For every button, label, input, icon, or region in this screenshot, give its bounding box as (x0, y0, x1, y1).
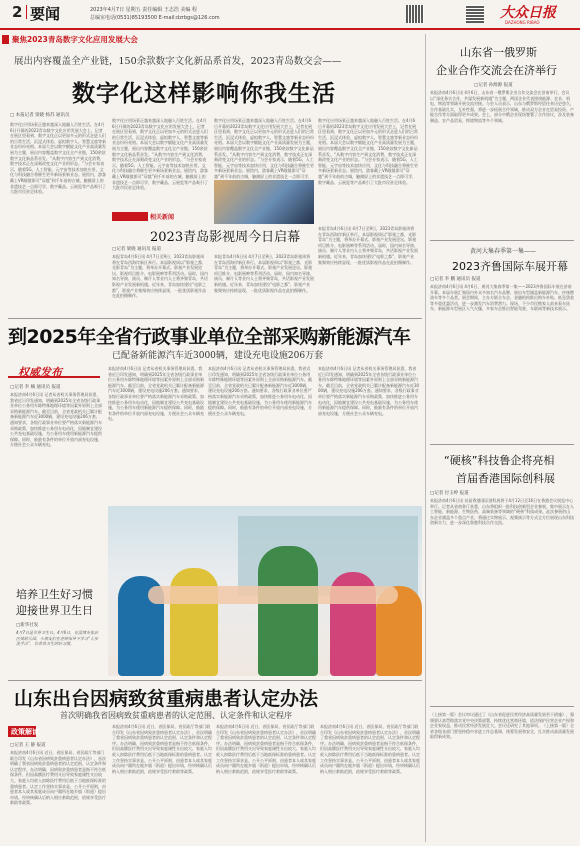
qr-code-right (466, 5, 484, 23)
main-story-byline: □记者 李 楠 通讯员 报道 (10, 385, 61, 390)
lead-body-col3: 数字化应用场景正越来越深入地融入百姓生活。在4月6日开幕的2023青岛数字文化应用发展大会上，记者在展区里看到，数字文化正以更加多元的形式走进人们的日常生活，沉浸式体验、虚拟数字人、智慧文旅等新业态纷纷亮相。本届大会以数字赋能文化产业高质量发展为主题，展出内容覆盖数字文化全产业链，150余款数字文化新品系首发。“从数字内容生产到文化消费，数字技术正在深刻改变文化产业的形态。”与会专家表示，随着5G、人工智能、元宇宙等技术加快应用，文化与科技融合将催生更多新场景新业态。展馆内，游客戴上VR眼镜即可“穿越”到千年前的古城，触摸屏上的非遗技艺一点即可学， (214, 118, 314, 179)
lead-kicker: 展出内容覆盖全产业链，150余款数字文化新品系首发，2023青岛数交会—— (14, 56, 342, 67)
lead-title: 数字化这样影响你我生活 (72, 81, 336, 107)
policy-tag-label: 政策解读 (11, 728, 39, 736)
mid-story-title: 2023青岛影视周今日启幕 (150, 230, 301, 245)
bottom-story-subtitle: 首次明确我省因病致贫重病患者的认定范围、认定条件和认定程序 (60, 711, 292, 720)
main-story-body-col2: 本报济南4月6日讯 记者从省机关事务管理局获悉，我省近日印发通知，明确到2025年全省各级行政事业单位公务用车除特殊地理环境等因素外原则上全部采购新能源汽车。截至目前，全省党政机关已累计配备新能源汽车近3000辆，建设充电设施206万套。通知要求，各级行政事业单位要严格落实新能源汽车采购政策，加快推进公务用车电动化，因地制宜建设公共充电基础设施，为公务用车使用新能源汽车提供保障。同时，鼓励有条件的单位开放内部充电设施，方便社会公众车辆充电。 (108, 366, 204, 422)
section-divider-2 (8, 680, 422, 681)
right-top-body: 本报济南4月6日讯 4月6日，山东省一俄罗斯企业合作交流会在济南举行。会议以“深化务实合作，共谋发展新机遇”为主题，两国企业代表围绕能源、农业、机电、物流等领域开展交流对接。与会人员表示，山东与俄罗斯经贸往来历史悠久，合作基础扎实，互补性强，将进一步拓展合作领域，推动双方企业在贸易投资、产能合作等方面取得更多成果。会上，部分中俄企业现场签署了合作协议，涉及装备制造、农产品贸易、跨境物流等多个领域。 (430, 90, 574, 123)
topic-banner (2, 34, 422, 45)
right-low-byline: □记者 付玉婷 报道 (430, 491, 469, 496)
mid-story-byline: □记者 梁晓 通讯员 报道 (112, 247, 162, 252)
qr-code-left (406, 5, 424, 23)
photo-caption-title-2: 迎接世界卫生日 (16, 604, 93, 617)
photo-child-2 (170, 568, 218, 676)
lead-body-col2: 数字化应用场景正越来越深入地融入百姓生活。在4月6日开幕的2023青岛数字文化应用发展大会上，记者在展区里看到，数字文化正以更加多元的形式走进人们的日常生活，沉浸式体验、虚拟数字人、智慧文旅等新业态纷纷亮相。本届大会以数字赋能文化产业高质量发展为主题，展出内容覆盖数字文化全产业链，150余款数字文化新品系首发。“从数字内容生产到文化消费，数字技术正在深刻改变文化产业的形态。”与会专家表示，随着5G、人工智能、元宇宙等技术加快应用，文化与科技融合将催生更多新场景新业态。展馆内，游客戴上VR眼镜即可“穿越”到千年前的古城，触摸屏上的非遗技艺一点即可学，数字藏品、云展览等产品吸引了大批市民驻足体验。 (112, 118, 208, 191)
right-top-title-1: 山东省一俄罗斯 (460, 46, 537, 59)
right-top-byline: □记者 孙源源 报道 (474, 83, 513, 88)
photo-caption-title-1: 培养卫生好习惯 (16, 588, 93, 601)
main-story-body-col3: 本报济南4月6日讯 记者从省机关事务管理局获悉，我省近日印发通知，明确到2025年全省各级行政事业单位公务用车除特殊地理环境等因素外原则上全部采购新能源汽车。截至目前，全省党政机关已累计配备新能源汽车近3000辆，建设充电设施206万套。通知要求，各级行政事业单位要严格落实新能源汽车采购政策，加快推进公务用车电动化，因地制宜建设公共充电基础设施，为公务用车使用新能源汽车提供保障。同时，鼓励有条件的单位开放内部充电设施，方便社会公众车辆充电。 (208, 366, 312, 416)
photo-hands (148, 586, 398, 604)
related-tag (112, 212, 148, 221)
main-story-body-col4: 本报济南4月6日讯 记者从省机关事务管理局获悉，我省近日印发通知，明确到2025年全省各级行政事业单位公务用车除特殊地理环境等因素外原则上全部采购新能源汽车。截至目前，全省党政机关已累计配备新能源汽车近3000辆，建设充电设施206万套。通知要求，各级行政事业单位要严格落实新能源汽车采购政策，加快推进公务用车电动化，因地制宜建设公共充电基础设施，为公务用车使用新能源汽车提供保障。同时，鼓励有条件的单位开放内部充电设施，方便社会公众车辆充电。 (318, 366, 420, 416)
bottom-body-col1: 本报济南4月6日讯 近日，省医保局、省民政厅等部门联合印发《山东省因病致贫重病患者认定办法》，首次明确了我省因病致贫重病患者的认定范围、认定条件和认定程序。办法明确，因病致贫重病患者是指不符合低保条件，但因高额医疗费用支出导致家庭刚性支出较大、家庭人均收入扣除医疗费用后低于当地低保标准的重病患者。认定工作坚持实事求是、公开公平原则，由患者本人或其家庭成员向户籍所在地乡镇（街道）提出申请，经审核确认后纳入相应救助范围，依规享受医疗救助等政策。 (10, 750, 106, 806)
paper-logo: 大众日报 (500, 5, 556, 21)
bottom-body-col4: 本报济南4月6日讯 近日，省医保局、省民政厅等部门联合印发《山东省因病致贫重病患者认定办法》，首次明确了我省因病致贫重病患者的认定范围、认定条件和认定程序。办法明确，因病致贫重病患者是指不符合低保条件，但因高额医疗费用支出导致家庭刚性支出较大、家庭人均收入扣除医疗费用后低于当地低保标准的重病患者。认定工作坚持实事求是、公开公平原则，由患者本人或其家庭成员向户籍所在地乡镇（街道）提出申请，经审核确认后纳入相应救助范围，依规享受医疗救助等政策。 (320, 724, 420, 774)
masthead-divider (26, 5, 27, 19)
mid-story-body-col1: 本报青岛4月6日讯 4月7日至9日，2023青岛影视周将在青岛西海岸新区举行。本届影视周以“影视之都，光影青岛”为主题，将举办开幕式、影视产业发展论坛、影视项目推介、电影展映等系列活动。届时，国内知名导演、演员、制片人等业内人士将齐聚青岛，共话影视产业发展新机遇。近年来，青岛加快建设“电影之都”，影视产业集聚效应持续显现，一批优质影视作品在此拍摄制作。 (112, 254, 208, 299)
lead-body-col1: 数字化应用场景正越来越深入地融入百姓生活。在4月6日开幕的2023青岛数字文化应用发展大会上，记者在展区里看到，数字文化正以更加多元的形式走进人们的日常生活，沉浸式体验、虚拟数字人、智慧文旅等新业态纷纷亮相。本届大会以数字赋能文化产业高质量发展为主题，展出内容覆盖数字文化全产业链，150余款数字文化新品系首发。“从数字内容生产到文化消费，数字技术正在深刻改变文化产业的形态。”与会专家表示，随着5G、人工智能、元宇宙等技术加快应用，文化与科技融合将催生更多新场景新业态。展馆内，游客戴上VR眼镜即可“穿越”到千年前的古城，触摸屏上的非遗技艺一点即可学，数字藏品、云展览等产品吸引了大批市民驻足体验。 (10, 122, 106, 195)
masthead-rule (0, 28, 580, 30)
related-tag-label: 相关新闻 (150, 214, 175, 221)
section-title: 要闻 (30, 5, 61, 23)
policy-tag (8, 726, 68, 738)
lead-photo (214, 180, 314, 224)
bottom-story-byline: □记者 王 静 报道 (10, 743, 46, 748)
right-column-divider (425, 34, 426, 842)
mid-story-body-col3: 本报青岛4月6日讯 4月7日至9日，2023青岛影视周将在青岛西海岸新区举行。本届影视周以“影视之都，光影青岛”为主题，将举办开幕式、影视产业发展论坛、影视项目推介、电影展映等系列活动。届时，国内知名导演、演员、制片人等业内人士将齐聚青岛，共话影视产业发展新机遇。近年来，青岛加快建设“电影之都”，影视产业集聚效应持续显现，一批优质影视作品在此拍摄制作。 (318, 226, 418, 265)
right-mid-title: 2023齐鲁国际车展开幕 (452, 260, 568, 273)
lead-byline: □ 本报记者 梁晓 杨苏 通讯员 (10, 113, 70, 118)
right-low-title-1: “硬核”科技鲁企将亮相 (444, 454, 555, 467)
banner-label: 聚焦2023青岛数字文化应用发展大会 (12, 35, 138, 44)
right-divider-3 (430, 706, 574, 707)
news-photo (108, 506, 422, 676)
photo-caption-body: 4月7日是世界卫生日。4月6日，在淄博市张店区某幼儿园，小朋友们在老师指导下学习“七步洗手法”，培养讲卫生的好习惯。 (16, 630, 99, 647)
photo-teacher (258, 546, 318, 676)
right-low-title-2: 首届香港国际创科展 (456, 472, 555, 485)
photo-caption-byline: □新华社发 (16, 623, 39, 628)
bottom-body-col3: 本报济南4月6日讯 近日，省医保局、省民政厅等部门联合印发《山东省因病致贫重病患者认定办法》，首次明确了我省因病致贫重病患者的认定范围、认定条件和认定程序。办法明确，因病致贫重病患者是指不符合低保条件，但因高额医疗费用支出导致家庭刚性支出较大、家庭人均收入扣除医疗费用后低于当地低保标准的重病患者。认定工作坚持实事求是、公开公平原则，由患者本人或其家庭成员向户籍所在地乡镇（街道）提出申请，经审核确认后纳入相应救助范围，依规享受医疗救助等政策。 (216, 724, 316, 774)
section-divider-1 (8, 318, 422, 319)
date-line: 2023年4月7日 星期五 责任编辑 王志浩 美编 程 (90, 7, 198, 13)
right-low-body: 本报济南4月6日讯 首届香港国际创科展将于4月12日至16日在香港会议展览中心举行。记者从省商务厅获悉，山东将组织一批科技创新型企业参展，集中展示在人工智能、新能源、生物医药、高端装备等领域的“硬核”科技成果。此次参展的山东企业涵盖多个重点产业，将通过实物展示、视频演示等方式全方位展现山东科技创新实力，进一步深化鲁港科技合作交流。 (430, 498, 574, 526)
bottom-body-col2: 本报济南4月6日讯 近日，省医保局、省民政厅等部门联合印发《山东省因病致贫重病患者认定办法》，首次明确了我省因病致贫重病患者的认定范围、认定条件和认定程序。办法明确，因病致贫重病患者是指不符合低保条件，但因高额医疗费用支出导致家庭刚性支出较大、家庭人均收入扣除医疗费用后低于当地低保标准的重病患者。认定工作坚持实事求是、公开公平原则，由患者本人或其家庭成员向户籍所在地乡镇（街道）提出申请，经审核确认后纳入相应救助范围，依规享受医疗救助等政策。 (112, 724, 212, 774)
main-story-body-col1: 本报济南4月6日讯 记者从省机关事务管理局获悉，我省近日印发通知，明确到2025年全省各级行政事业单位公务用车除特殊地理环境等因素外原则上全部采购新能源汽车。截至目前，全省党政机关已累计配备新能源汽车近3000辆，建设充电设施206万套。通知要求，各级行政事业单位要严格落实新能源汽车采购政策，加快推进公务用车电动化，因地制宜建设公共充电基础设施，为公务用车使用新能源汽车提供保障。同时，鼓励有条件的单位开放内部充电设施，方便社会公众车辆充电。 (10, 392, 102, 448)
right-mid-byline: □记者 李 鹏 通讯员 报道 (430, 277, 481, 282)
right-divider-2 (430, 444, 574, 445)
right-top-title-2: 企业合作交流会在济举行 (436, 64, 557, 77)
right-mid-kicker: 黄河大集春季第一集—— (470, 248, 537, 255)
authority-tag-label: 权威发布 (18, 366, 62, 379)
banner-marker (2, 35, 9, 44)
authority-tag (8, 364, 100, 380)
contact-line: 总编室电话(0531)85193500 E-mail:dzrbgs@126.com (90, 15, 220, 21)
lead-body-col4: 数字化应用场景正越来越深入地融入百姓生活。在4月6日开幕的2023青岛数字文化应用发展大会上，记者在展区里看到，数字文化正以更加多元的形式走进人们的日常生活，沉浸式体验、虚拟数字人、智慧文旅等新业态纷纷亮相。本届大会以数字赋能文化产业高质量发展为主题，展出内容覆盖数字文化全产业链，150余款数字文化新品系首发。“从数字内容生产到文化消费，数字技术正在深刻改变文化产业的形态。”与会专家表示，随着5G、人工智能、元宇宙等技术加快应用，文化与科技融合将催生更多新场景新业态。展馆内，游客戴上VR眼镜即可“穿越”到千年前的古城，触摸屏上的非遗技艺一点即可学，数字藏品、云展览等产品吸引了大批市民驻足体验。 (318, 118, 418, 185)
side-note-body: （上接第一版）会议审议通过了《山东省促进民营经济高质量发展若干措施》，强调要认真贯彻落实党中央决策部署，持续优化营商环境，依法保护民营企业产权和企业家权益，推动民营经济发展壮大。会议还研究了其他事项。（上接第一版）全省各级各部门要坚持稳中求进工作总基调，统筹发展和安全，扎实推动高质量发展取得新成效。 (430, 712, 574, 740)
main-story-subtitle: 已配备新能源汽车近3000辆，建设充电设施206万套 (112, 351, 324, 361)
right-mid-body: 本报济南4月6日讯 4月6日，黄河大集春季第一集——2023齐鲁国际车展在济南开幕。本届车展汇聚国内外众多知名汽车品牌，展出车型涵盖新能源汽车、传统燃油车等多个品类。展会期间，主办方联合车企、金融机构推出购车补贴、低息贷款等多重优惠活动，进一步激发汽车消费潜力。现场，不少市民携家人前来看车选车，新能源车型展区人气火爆，多家车企推出智能驾驶、车联网等新技术展示。 (430, 284, 574, 312)
mid-story-body-col2: 本报青岛4月6日讯 4月7日至9日，2023青岛影视周将在青岛西海岸新区举行。本届影视周以“影视之都，光影青岛”为主题，将举办开幕式、影视产业发展论坛、影视项目推介、电影展映等系列活动。届时，国内知名导演、演员、制片人等业内人士将齐聚青岛，共话影视产业发展新机遇。近年来，青岛加快建设“电影之都”，影视产业集聚效应持续显现，一批优质影视作品在此拍摄制作。 (214, 254, 314, 293)
paper-pinyin: DAZHONG RIBAO (505, 20, 540, 25)
right-divider-1 (430, 240, 574, 241)
bottom-story-title: 山东出台因病致贫重病患者认定办法 (14, 688, 319, 710)
main-story-title: 到2025年全省行政事业单位全部采购新能源汽车 (8, 326, 411, 348)
page-number: 2 (12, 3, 23, 21)
